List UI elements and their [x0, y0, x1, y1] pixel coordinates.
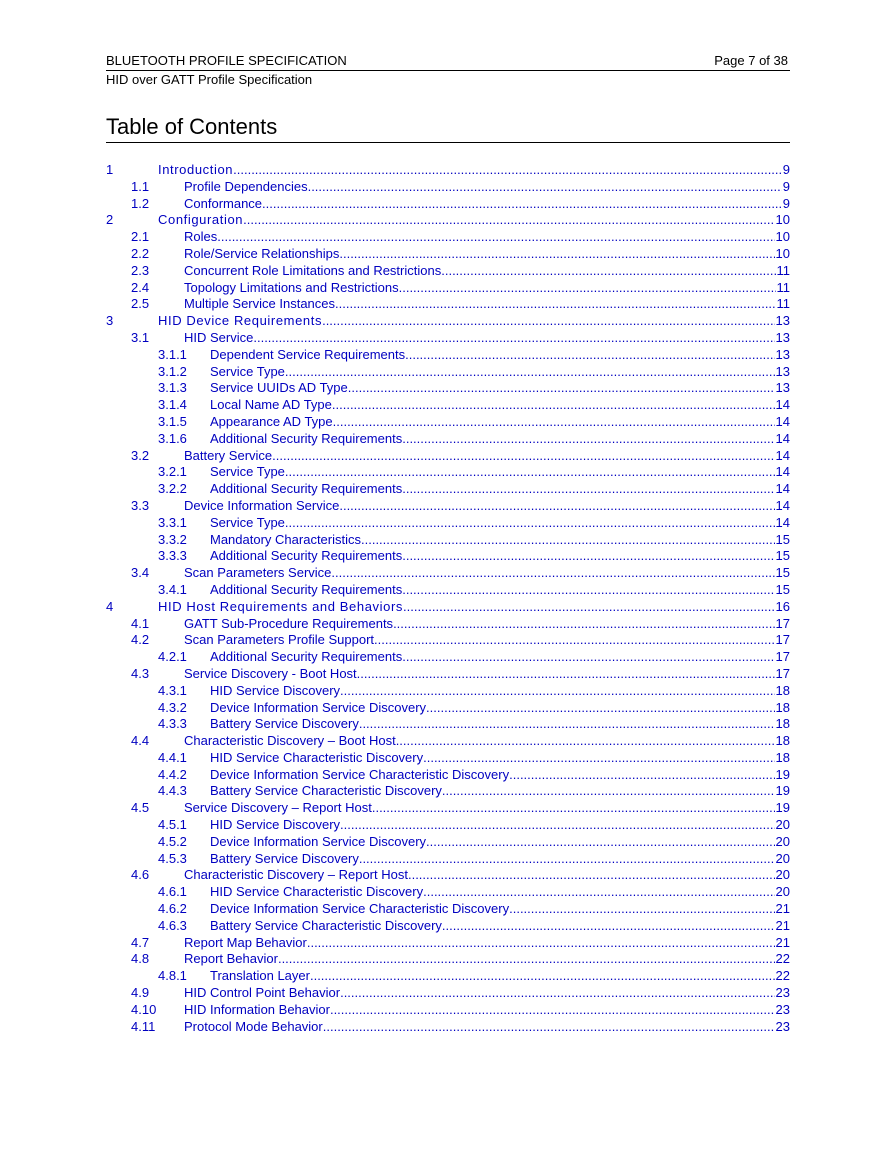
toc-dot-leader	[308, 179, 782, 196]
toc-entry[interactable]	[106, 733, 790, 750]
toc-entry-page[interactable]: 20	[775, 833, 790, 849]
toc-dot-leader	[423, 884, 774, 901]
toc-entry-title[interactable]: Device Information Service	[184, 497, 340, 513]
toc-entry[interactable]	[106, 196, 790, 213]
toc-entry-number: 3.4.1	[158, 581, 187, 597]
toc-entry[interactable]	[106, 162, 790, 179]
toc-entry[interactable]	[106, 481, 790, 498]
toc-entry-number: 1.1	[131, 178, 150, 194]
toc-dot-leader	[348, 380, 775, 397]
toc-dot-leader	[339, 246, 774, 263]
toc-entry-title[interactable]: Service Type	[210, 514, 285, 530]
toc-dot-leader	[402, 548, 774, 565]
toc-entry-page[interactable]: 13	[775, 363, 790, 379]
toc-entry-number: 2.1	[131, 229, 150, 245]
toc-entry-title[interactable]: Additional Security Requirements	[210, 649, 403, 665]
toc-entry-title[interactable]: HID Service Discovery	[210, 682, 341, 698]
toc-entry-number: 3.1.1	[158, 346, 187, 362]
toc-entry[interactable]	[106, 582, 790, 599]
toc-entry[interactable]	[106, 901, 790, 918]
toc-entry-number: 4.1	[131, 615, 150, 631]
toc-entry-title[interactable]: Device Information Service Discovery	[210, 833, 427, 849]
page-number: Page 7 of 38	[714, 53, 788, 68]
toc-dot-leader	[330, 1002, 775, 1019]
toc-entry-title[interactable]: Additional Security Requirements	[210, 548, 403, 564]
toc-entry-number: 3.1.4	[158, 397, 187, 413]
toc-entry[interactable]	[106, 851, 790, 868]
toc-dot-leader	[426, 700, 775, 717]
toc-entry[interactable]	[106, 313, 790, 330]
toc-entry-number: 4.5.2	[158, 833, 187, 849]
toc-entry[interactable]	[106, 767, 790, 784]
toc-entry-number: 3.1.3	[158, 380, 187, 396]
toc-entry-number: 3.1	[131, 329, 150, 345]
toc-entry-title[interactable]: Scan Parameters Profile Support.	[184, 632, 378, 648]
table-of-contents	[106, 162, 790, 1035]
toc-entry-page[interactable]: 23	[775, 1018, 790, 1034]
toc-dot-leader	[272, 448, 774, 465]
toc-entry-page[interactable]: 11	[776, 279, 790, 295]
toc-entry-page[interactable]: 10	[775, 245, 790, 261]
toc-entry-page[interactable]: 14	[775, 464, 790, 480]
toc-entry-title[interactable]: Mandatory Characteristics	[210, 531, 361, 547]
toc-entry-title[interactable]: Service Type	[210, 363, 285, 379]
page-header	[106, 52, 790, 71]
toc-entry-page[interactable]: 15	[775, 565, 790, 581]
toc-entry-number: 3.2	[131, 447, 150, 463]
toc-entry[interactable]	[106, 599, 790, 616]
toc-entry-number: 2.5	[131, 296, 150, 312]
toc-entry-page[interactable]: 20	[775, 817, 790, 833]
toc-entry[interactable]	[106, 632, 790, 649]
toc-entry-page[interactable]: 10	[775, 212, 790, 228]
toc-entry[interactable]	[106, 985, 790, 1002]
toc-entry-title[interactable]: HID Information Behavior	[184, 1001, 330, 1017]
toc-entry-page[interactable]: 9	[782, 178, 790, 194]
toc-entry-number: 4.3	[131, 665, 150, 681]
toc-entry-page[interactable]: 19	[775, 783, 790, 799]
toc-entry-title[interactable]: Local Name AD Type	[210, 397, 332, 413]
toc-dot-leader	[340, 683, 775, 700]
toc-dot-leader	[509, 901, 774, 918]
toc-dot-leader	[402, 481, 774, 498]
toc-entry-number: 4.11	[131, 1018, 156, 1034]
toc-entry-number: 4.8	[131, 951, 150, 967]
toc-entry-title[interactable]: Configuration	[158, 212, 244, 228]
toc-entry-title[interactable]: Additional Security Requirements	[210, 430, 403, 446]
toc-entry-page[interactable]: 13	[775, 346, 790, 362]
toc-entry[interactable]	[106, 817, 790, 834]
toc-entry[interactable]	[106, 212, 790, 229]
toc-entry-number: 3	[106, 313, 114, 329]
toc-entry-number: 2.3	[131, 262, 150, 278]
toc-entry-number: 4.6.1	[158, 884, 187, 900]
toc-entry-page[interactable]: 21	[775, 934, 790, 950]
toc-entry-title[interactable]: Dependent Service Requirements	[210, 346, 406, 362]
toc-entry-page[interactable]: 14	[775, 514, 790, 530]
toc-entry[interactable]	[106, 330, 790, 347]
toc-entry-number: 4.5	[131, 800, 150, 816]
toc-entry-title[interactable]: Battery Service Characteristic Discovery	[210, 783, 442, 799]
toc-entry-title[interactable]: HID Service Characteristic Discovery	[210, 884, 424, 900]
toc-entry-title[interactable]: HID Service Characteristic Discovery	[210, 749, 424, 765]
toc-dot-leader	[340, 985, 774, 1002]
toc-entry-number: 4.2.1	[158, 649, 187, 665]
toc-entry[interactable]	[106, 1019, 790, 1036]
toc-entry[interactable]	[106, 918, 790, 935]
toc-dot-leader	[402, 649, 774, 666]
toc-entry-page[interactable]: 14	[775, 413, 790, 429]
toc-dot-leader	[408, 867, 775, 884]
toc-dot-leader	[307, 935, 775, 952]
toc-dot-leader	[322, 313, 774, 330]
toc-entry-title[interactable]: Appearance AD Type	[210, 413, 333, 429]
toc-entry-title[interactable]: Battery Service	[184, 447, 273, 463]
toc-entry-number: 4.7	[131, 934, 150, 950]
toc-entry-number: 4.6.3	[158, 917, 187, 933]
toc-entry-number: 4.6.2	[158, 901, 187, 917]
toc-entry-number: 4.3.3	[158, 716, 187, 732]
toc-entry-title[interactable]: HID Service	[184, 329, 254, 345]
toc-dot-leader	[426, 834, 775, 851]
toc-entry-number: 4.8.1	[158, 968, 187, 984]
toc-dot-leader	[509, 767, 774, 784]
toc-dot-leader	[403, 599, 775, 616]
toc-dot-leader	[332, 397, 775, 414]
toc-entry-number: 4	[106, 598, 114, 614]
toc-entry-page[interactable]: 18	[775, 733, 790, 749]
toc-entry-number: 4.4.3	[158, 783, 187, 799]
toc-entry[interactable]	[106, 800, 790, 817]
toc-entry-page[interactable]: 10	[775, 229, 790, 245]
toc-entry[interactable]	[106, 935, 790, 952]
toc-entry-page[interactable]: 20	[775, 884, 790, 900]
toc-dot-leader	[402, 582, 774, 599]
toc-entry-page[interactable]: 14	[775, 397, 790, 413]
toc-entry-number: 4.4	[131, 733, 150, 749]
toc-entry-page[interactable]: 13	[775, 329, 790, 345]
toc-entry[interactable]	[106, 498, 790, 515]
toc-entry-number: 1.2	[131, 195, 150, 211]
toc-entry[interactable]	[106, 515, 790, 532]
toc-entry[interactable]	[106, 347, 790, 364]
toc-dot-leader	[253, 330, 774, 347]
spec-type-label: BLUETOOTH PROFILE SPECIFICATION	[106, 53, 347, 68]
toc-entry-page[interactable]: 14	[775, 447, 790, 463]
toc-entry-number: 4.3.1	[158, 682, 187, 698]
toc-dot-leader	[441, 263, 775, 280]
toc-entry-title[interactable]: HID Control Point Behavior	[184, 985, 341, 1001]
toc-entry-page[interactable]: 9	[782, 195, 790, 211]
toc-entry-title[interactable]: Multiple Service Instances	[184, 296, 336, 312]
toc-entry[interactable]	[106, 666, 790, 683]
toc-entry[interactable]	[106, 229, 790, 246]
toc-dot-leader	[243, 212, 774, 229]
toc-dot-leader	[285, 515, 775, 532]
toc-dot-leader	[262, 196, 782, 213]
toc-entry-number: 3.1.6	[158, 430, 187, 446]
toc-entry-page[interactable]: 9	[782, 162, 790, 177]
toc-entry-page[interactable]: 23	[775, 985, 790, 1001]
toc-entry[interactable]	[106, 296, 790, 313]
toc-dot-leader	[339, 498, 774, 515]
toc-entry-title[interactable]: Battery Service Discovery	[210, 850, 359, 866]
toc-entry-number: 3.3	[131, 497, 150, 513]
toc-entry-page[interactable]: 23	[775, 1001, 790, 1017]
toc-entry[interactable]	[106, 246, 790, 263]
toc-entry[interactable]	[106, 616, 790, 633]
toc-entry-title[interactable]: Report Behavior	[184, 951, 278, 967]
toc-entry-number: 3.2.1	[158, 464, 187, 480]
toc-entry-number: 4.5.3	[158, 850, 187, 866]
toc-entry-number: 3.1.2	[158, 363, 187, 379]
toc-entry-title[interactable]: GATT Sub-Procedure Requirements	[184, 615, 394, 631]
toc-entry-title[interactable]: Additional Security Requirements	[210, 581, 403, 597]
toc-entry-number: 3.4	[131, 565, 150, 581]
toc-dot-leader	[423, 750, 774, 767]
toc-entry[interactable]	[106, 951, 790, 968]
toc-entry-number: 3.3.2	[158, 531, 187, 547]
toc-entry-page[interactable]: 16	[775, 598, 790, 614]
toc-dot-leader	[442, 918, 775, 935]
toc-entry-title[interactable]: Device Information Service Characteristic Discovery	[210, 901, 510, 917]
toc-entry-number: 4.6	[131, 867, 150, 883]
toc-entry-page[interactable]: 15	[775, 531, 790, 547]
toc-dot-leader	[310, 968, 775, 985]
toc-entry-title[interactable]: Service Discovery – Report Host	[184, 800, 372, 816]
toc-dot-leader	[361, 532, 775, 549]
toc-entry[interactable]	[106, 884, 790, 901]
toc-entry-title[interactable]: Conformance	[184, 195, 263, 211]
toc-entry-title[interactable]: HID Host Requirements and Behaviors	[158, 598, 403, 614]
toc-entry[interactable]	[106, 683, 790, 700]
toc-dot-leader	[359, 851, 775, 868]
toc-dot-leader	[285, 364, 775, 381]
toc-entry-number: 4.3.2	[158, 699, 187, 715]
toc-entry[interactable]	[106, 700, 790, 717]
toc-entry[interactable]	[106, 414, 790, 431]
toc-entry-number: 4.4.1	[158, 749, 187, 765]
toc-entry-page[interactable]: 22	[775, 951, 790, 967]
toc-entry-title[interactable]: Battery Service Characteristic Discovery	[210, 917, 442, 933]
toc-entry-title[interactable]: Role/Service Relationships	[184, 245, 340, 261]
toc-entry-title[interactable]: Battery Service Discovery	[210, 716, 359, 732]
toc-entry[interactable]	[106, 431, 790, 448]
toc-entry[interactable]	[106, 867, 790, 884]
toc-entry-page[interactable]: 17	[775, 615, 790, 631]
toc-entry-page[interactable]: 11	[776, 262, 790, 278]
toc-entry[interactable]	[106, 380, 790, 397]
toc-dot-leader	[359, 716, 775, 733]
toc-entry[interactable]	[106, 783, 790, 800]
toc-dot-leader	[399, 280, 776, 297]
toc-entry-page[interactable]: 14	[775, 497, 790, 513]
toc-entry-page[interactable]: 11	[776, 296, 790, 312]
toc-entry-number: 3.1.5	[158, 413, 187, 429]
toc-dot-leader	[233, 162, 782, 179]
toc-entry-page[interactable]: 21	[775, 901, 790, 917]
document-subtitle: HID over GATT Profile Specification	[106, 72, 313, 87]
toc-dot-leader	[333, 414, 775, 431]
toc-entry[interactable]	[106, 565, 790, 582]
toc-entry-page[interactable]: 15	[775, 581, 790, 597]
toc-dot-leader	[323, 1019, 775, 1036]
toc-entry-number: 2.2	[131, 245, 150, 261]
toc-entry-title[interactable]: Characteristic Discovery – Report Host	[184, 867, 408, 883]
toc-entry-title[interactable]: Additional Security Requirements	[210, 481, 403, 497]
toc-entry-page[interactable]: 13	[775, 313, 790, 329]
toc-entry[interactable]	[106, 464, 790, 481]
toc-entry-title[interactable]: Scan Parameters Service	[184, 565, 332, 581]
toc-entry-number: 4.9	[131, 985, 150, 1001]
toc-entry-page[interactable]: 20	[775, 867, 790, 883]
toc-dot-leader	[331, 565, 774, 582]
toc-entry-title[interactable]: HID Service Discovery	[210, 817, 341, 833]
toc-entry-title[interactable]: Translation Layer	[210, 968, 310, 984]
toc-dot-leader	[396, 733, 775, 750]
toc-dot-leader	[402, 431, 774, 448]
toc-entry[interactable]	[106, 1002, 790, 1019]
toc-entry-title[interactable]: Device Information Service Characteristic Discovery	[210, 766, 510, 782]
toc-entry-number: 4.5.1	[158, 817, 187, 833]
toc-dot-leader	[217, 229, 774, 246]
toc-entry-title[interactable]: Service UUIDs AD Type	[210, 380, 348, 396]
toc-entry-number: 4.4.2	[158, 766, 187, 782]
toc-entry-title[interactable]: Service Discovery - Boot Host	[184, 665, 357, 681]
toc-entry-title[interactable]: Topology Limitations and Restrictions	[184, 279, 399, 295]
toc-entry[interactable]	[106, 263, 790, 280]
toc-dot-leader	[372, 800, 775, 817]
toc-dot-leader	[357, 666, 775, 683]
toc-entry-title[interactable]: HID Device Requirements	[158, 313, 323, 329]
toc-heading: Table of Contents	[106, 112, 790, 143]
toc-dot-leader	[278, 951, 775, 968]
toc-entry-page[interactable]: 17	[775, 649, 790, 665]
toc-entry-page[interactable]: 21	[775, 917, 790, 933]
toc-dot-leader	[335, 296, 775, 313]
toc-dot-leader	[378, 632, 775, 649]
toc-entry-page[interactable]: 18	[775, 699, 790, 715]
toc-entry-number: 3.3.3	[158, 548, 187, 564]
toc-entry[interactable]	[106, 364, 790, 381]
toc-entry-title[interactable]: Roles	[184, 229, 218, 245]
toc-entry-title[interactable]: Report Map Behavior	[184, 934, 307, 950]
toc-entry-page[interactable]: 14	[775, 481, 790, 497]
toc-entry-number: 1	[106, 162, 114, 177]
toc-entry[interactable]	[106, 448, 790, 465]
toc-entry[interactable]	[106, 397, 790, 414]
toc-entry[interactable]	[106, 750, 790, 767]
toc-entry[interactable]	[106, 968, 790, 985]
toc-dot-leader	[285, 464, 775, 481]
toc-entry-page[interactable]: 19	[775, 800, 790, 816]
toc-entry[interactable]	[106, 716, 790, 733]
toc-entry-number: 4.10	[131, 1001, 157, 1017]
toc-entry-title[interactable]: Characteristic Discovery – Boot Host	[184, 733, 396, 749]
toc-entry-number: 3.2.2	[158, 481, 187, 497]
toc-entry-number: 2.4	[131, 279, 150, 295]
toc-entry[interactable]	[106, 532, 790, 549]
toc-entry-page[interactable]: 13	[775, 380, 790, 396]
toc-entry[interactable]	[106, 834, 790, 851]
toc-entry-page[interactable]: 20	[775, 850, 790, 866]
toc-entry-page[interactable]: 18	[775, 749, 790, 765]
toc-dot-leader	[405, 347, 774, 364]
toc-entry-title[interactable]: Concurrent Role Limitations and Restrictions	[184, 262, 442, 278]
toc-entry-title[interactable]: Profile Dependencies	[184, 178, 308, 194]
toc-entry-number: 3.3.1	[158, 514, 187, 530]
toc-entry-number: 2	[106, 212, 114, 228]
toc-entry-page[interactable]: 19	[775, 766, 790, 782]
toc-entry[interactable]	[106, 179, 790, 196]
toc-dot-leader	[442, 783, 775, 800]
toc-entry-page[interactable]: 17	[775, 665, 790, 681]
toc-entry-page[interactable]: 18	[775, 716, 790, 732]
toc-entry-title[interactable]: Service Type	[210, 464, 285, 480]
toc-entry-page[interactable]: 18	[775, 682, 790, 698]
toc-entry[interactable]	[106, 548, 790, 565]
toc-entry-page[interactable]: 15	[775, 548, 790, 564]
toc-entry-title[interactable]: Introduction	[158, 162, 234, 177]
toc-entry-title[interactable]: Device Information Service Discovery	[210, 699, 427, 715]
toc-entry[interactable]	[106, 649, 790, 666]
toc-entry-page[interactable]: 14	[775, 430, 790, 446]
toc-entry-page[interactable]: 22	[775, 968, 790, 984]
toc-entry[interactable]	[106, 280, 790, 297]
toc-dot-leader	[340, 817, 775, 834]
toc-entry-number: 4.2	[131, 632, 150, 648]
toc-entry-page[interactable]: 17	[775, 632, 790, 648]
toc-entry-title[interactable]: Protocol Mode Behavior	[184, 1018, 323, 1034]
toc-dot-leader	[393, 616, 774, 633]
